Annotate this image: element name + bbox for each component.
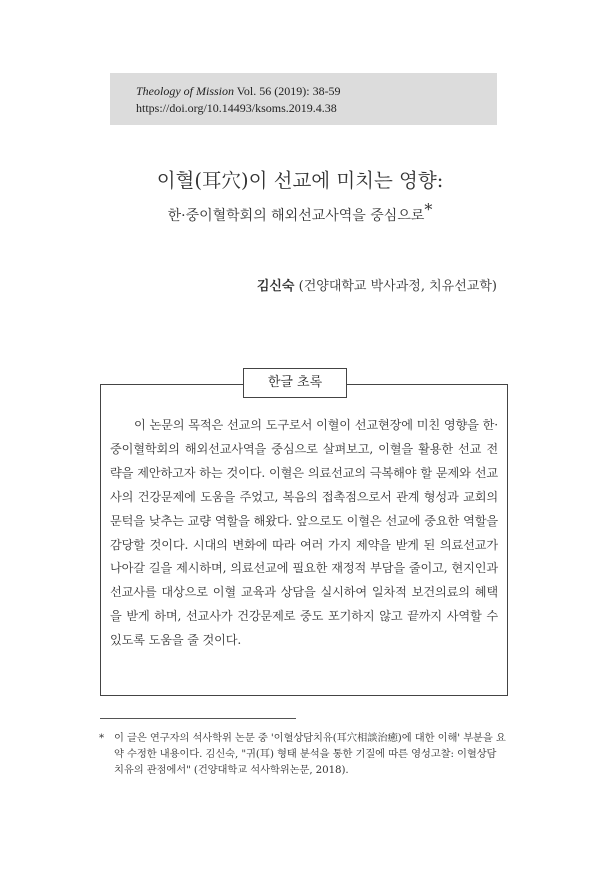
footnote-mark: * bbox=[99, 732, 105, 744]
subtitle-text: 한·중이혈학회의 해외선교사역을 중심으로 bbox=[167, 208, 425, 224]
author-name: 김신숙 bbox=[256, 279, 295, 294]
doi-link[interactable]: https://doi.org/10.14493/ksoms.2019.4.38 bbox=[136, 101, 337, 115]
journal-details: Vol. 56 (2019): 38-59 bbox=[234, 84, 341, 98]
subtitle-footnote-mark[interactable]: * bbox=[424, 200, 433, 219]
abstract-text: 이 논문의 목적은 선교의 도구로서 이혈이 선교현장에 미친 영향을 한·중이혈학회의 해외선교사역을 중심으로 살펴보고, 이혈을 활용한 선교 전략을 제안하고자 하는 것이다. 이혈은 의료선교의 극복해야 할 문제와 선교사의 건강문제에 도움을 주었고, 복음의 접촉점으로서 관계 형성과 교회의 문턱을 낮추는 교량 역할을 해왔다. 앞으로도 이혈은 선교에 중요한 역할을 감당할 것이다. 시대의 변화에 따라 여러 가지 제약을 받게 된 의료선교가 나아갈 길을 제시하며, 의료선교에 필요한 재정적 부담을 줄이고, 현지인과 선교사를 대상으로 이혈 교육과 상담을 실시하여 일차적 보건의료의 혜택을 받게 하며, 선교사가 건강문제로 중도 포기하지 않고 끝까지 사역할 수 있도록 도움을 줄 것이다. bbox=[110, 418, 498, 648]
author-line bbox=[257, 275, 497, 294]
footnote-divider bbox=[100, 718, 296, 719]
paper-title: 이혈(耳穴)이 선교에 미치는 영향: bbox=[156, 169, 444, 192]
abstract-label: 한글 초록 bbox=[243, 368, 347, 398]
footnote-text: 이 글은 연구자의 석사학위 논문 중 '이혈상담치유(耳穴相談治癒)에 대한 이해' 부분을 요약 수정한 내용이다. 김신숙, "귀(耳) 형태 분석을 통한 기질에 따른 영성고찰: 이혈상담치유의 관점에서" (건양대학교 석사학위논문, 2018). bbox=[114, 732, 506, 776]
journal-citation bbox=[136, 84, 341, 99]
footnote bbox=[100, 730, 506, 778]
author-affiliation: (건양대학교 박사과정, 치유선교학) bbox=[294, 279, 497, 294]
journal-name: Theology of Mission bbox=[136, 84, 234, 98]
journal-header-box bbox=[110, 73, 497, 125]
paper-subtitle bbox=[0, 200, 600, 225]
